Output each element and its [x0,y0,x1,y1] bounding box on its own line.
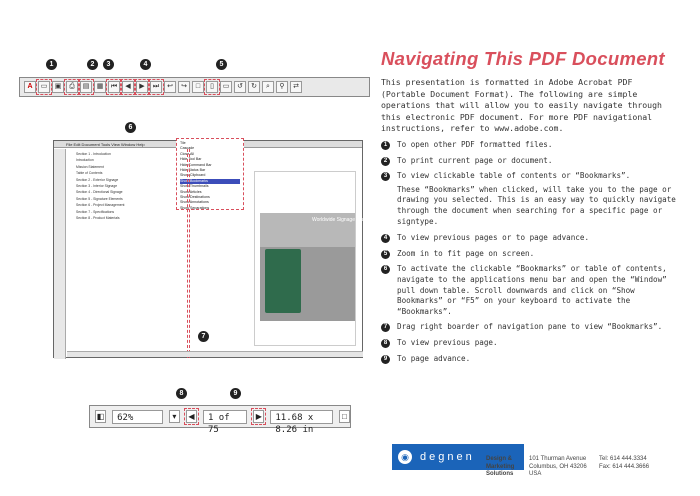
callout-4: 4 [140,59,151,70]
acrobat-window-screenshot [53,140,381,358]
callout-2: 2 [87,59,98,70]
step-1: 1 To open other PDF formatted files. [381,140,681,151]
step-3-note: These “Bookmarks” when clicked, will take you to the page or drawing you selected. This is an easy way to quickly navigate through the document when searching for a specific page or signtype. [397,184,676,226]
menu-item-show-bookmarks[interactable]: Show Bookmarks [180,179,240,184]
actual-size-icon[interactable]: □ [192,81,204,93]
step-4: 4 To view previous pages or to page advance. [381,233,681,244]
page-number-field[interactable]: 1 of 75 [203,410,247,424]
bookmark-item[interactable]: Section 3 - Interior Signage [76,184,118,189]
search-icon[interactable]: ⚲ [276,81,288,93]
first-page-icon[interactable]: ⏮ [108,81,120,93]
footer-phone: Tel: 614 444.3334 Fax: 614 444.3666 [599,456,650,470]
menu-item[interactable]: Tile [180,141,186,145]
print-icon[interactable]: ⎙ [66,81,78,93]
instruction-list [381,140,681,369]
acrobat-logo-icon: A [24,81,36,93]
callout-6: 6 [125,122,136,133]
callout-7: 7 [198,331,209,342]
layout-menu-icon[interactable]: □ [339,410,350,423]
menu-item[interactable]: Close All [180,151,194,156]
acrobat-toolbar [19,77,370,97]
save-icon[interactable]: ▣ [52,81,64,93]
bookmark-item[interactable]: Section 5 - Signature Elements [76,196,123,201]
prev-page-icon[interactable]: ◀ [122,81,134,93]
next-page-icon[interactable]: ▶ [136,81,148,93]
menu-item[interactable]: Cascade [180,146,195,151]
cover-sign-image [265,249,301,313]
status-bar-zoomed [89,405,351,435]
callout-5: 5 [216,59,227,70]
bookmark-item[interactable]: Mission Statement [76,164,104,169]
callout-8: 8 [176,388,187,399]
brand-name: degnen [420,451,475,463]
zoom-dropdown-icon[interactable]: ▾ [169,410,180,423]
menu-item[interactable]: Show Clipboard [180,173,206,178]
bookmark-item[interactable]: Section 4 - Directional Signage [76,190,123,195]
menu-item[interactable]: Show Separations [180,205,210,210]
find-icon[interactable]: ⌕ [262,81,274,93]
cover-heading: Worldwide Signage Guidelines [312,217,381,223]
step-5: 5 Zoom in to fit page on screen. [381,249,681,260]
next-page-button[interactable]: ▶ [253,410,264,423]
bookmark-item[interactable]: Table of Contents [76,171,103,176]
intro-paragraph: This presentation is formatted in Adobe Acrobat PDF (Portable Document Format). The following are simple operations that will allow you to easily navigate through this electronic PDF document. For more PDF navigational instructions, refer to www.adobe.com. [381,77,662,134]
menu-item[interactable]: Hide Tool Bar [180,157,202,162]
step-7: 7 Drag right boarder of navigation pane to view “Bookmarks”. [381,322,681,333]
web-link-icon[interactable]: ⇄ [290,81,302,93]
bookmark-item[interactable]: Section 7 - Specifications [76,209,115,214]
bookmark-item[interactable]: Section 1 - Introduction [76,152,111,156]
pane-toggle-icon[interactable]: ◧ [96,412,105,421]
step-3: 3 To view clickable table of contents or “Bookmarks”. [381,171,681,182]
step-2: 2 To print current page or document. [381,156,681,167]
menu-item[interactable]: Hide Status Bar [180,168,206,173]
last-page-icon[interactable]: ⏭ [150,81,162,93]
open-file-icon[interactable]: ▭ [38,81,50,93]
navigation-tools-strip [54,149,66,359]
step-8: 8 To view previous page. [381,338,681,349]
bookmark-item[interactable]: Section 2 - Exterior Signage [76,177,119,182]
pane-drag-border[interactable] [187,149,190,358]
callout-3: 3 [103,59,114,70]
menu-item[interactable]: Show Articles [180,189,202,194]
step-9: 9 To page advance. [381,354,681,365]
fit-width-icon[interactable]: ▭ [220,81,232,93]
menu-item[interactable]: Show Destinations [180,195,210,200]
bookmarks-pane-icon[interactable]: ▤ [80,81,92,93]
degnen-mark-icon: ◉ [398,450,412,464]
callout-1: 1 [46,59,57,70]
page-size-field: 11.68 x 8.26 in [270,410,333,424]
callout-9: 9 [230,388,241,399]
fit-page-icon[interactable]: ▯ [206,81,218,93]
bookmarks-pane [67,149,187,358]
step-6: 6 To activate the clickable “Bookmarks” or table of contents, navigate to the applications menu bar and open the “Window” pull down table. Scroll downwards and click on “Show Bookmarks” or “F5” on your keyboard to activate the “Bookmarks”. [381,264,681,317]
zoom-field[interactable]: 62% [112,410,163,424]
menu-item[interactable]: Hide Command Bar [180,162,212,167]
rotate-right-icon[interactable]: ↻ [248,81,260,93]
bookmark-item[interactable]: Introduction [76,158,94,163]
menu-item[interactable]: Show Thumbnails [180,184,209,189]
page-title: Navigating This PDF Document [381,48,665,69]
thumbnails-icon[interactable]: ▦ [94,81,106,93]
menu-item[interactable]: Show Annotations [180,200,209,205]
go-back-icon[interactable]: ↩ [164,81,176,93]
window-status-bar [67,351,363,357]
window-menubar: File Edit Document Tools View Window Help [54,141,362,148]
footer-dept: Design & Marketing Solutions [486,456,515,478]
prev-page-button[interactable]: ◀ [186,410,197,423]
go-forward-icon[interactable]: ↪ [178,81,190,93]
bookmark-item[interactable]: Section 6 - Project Management [76,203,125,208]
rotate-left-icon[interactable]: ↺ [234,81,246,93]
bookmark-item[interactable]: Section 8 - Product Materials [76,216,120,221]
footer-address: 101 Thurman Avenue Columbus, OH 43206 USA [529,456,587,478]
